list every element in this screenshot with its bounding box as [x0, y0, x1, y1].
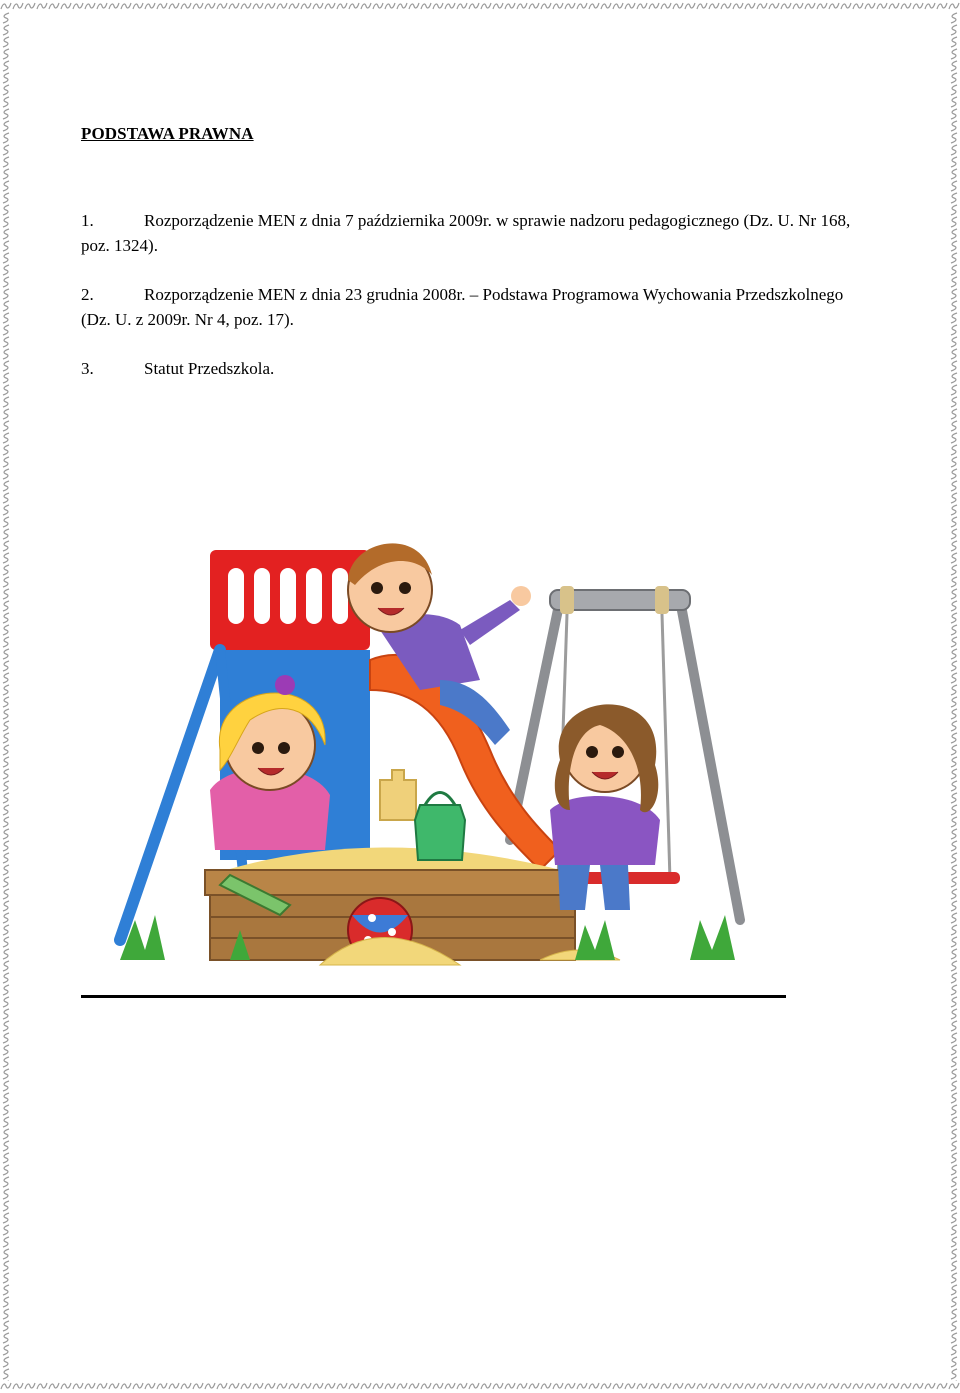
item-text: Rozporządzenie MEN z dnia 7 października 2009r. w sprawie nadzoru pedagogicznego (Dz. U. Nr 168, poz. 1324). [81, 211, 851, 255]
horizontal-rule [81, 995, 786, 998]
list-item [81, 208, 871, 258]
item-text: Rozporządzenie MEN z dnia 23 grudnia 2008r. – Podstawa Programowa Wychowania Przedszkolnego (Dz. U. z 2009r. Nr 4, poz. 17). [81, 285, 844, 329]
legal-basis-list [81, 208, 871, 404]
list-item [81, 282, 871, 332]
item-text: Statut Przedszkola. [144, 359, 275, 378]
item-number: 3. [81, 359, 94, 378]
item-number: 1. [81, 211, 94, 230]
section-heading: PODSTAWA PRAWNA [81, 124, 254, 143]
playground-illustration [80, 520, 790, 980]
list-item [81, 356, 871, 381]
item-number: 2. [81, 285, 94, 304]
